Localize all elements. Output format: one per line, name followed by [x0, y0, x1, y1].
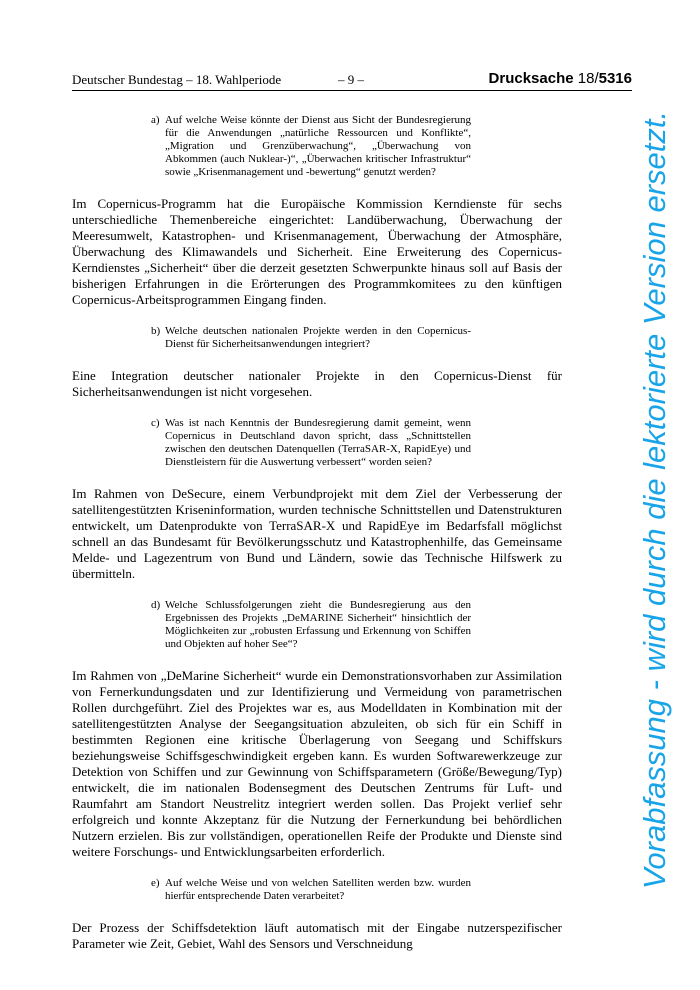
document-number	[489, 70, 632, 87]
question-e	[151, 877, 471, 903]
answer-a: Im Copernicus-Programm hat die Europäische Kommission Kerndienste für sechs unterschiedliche Themenbereiche eingerichtet: Landüberwachung, Überwachung der Meeresumwelt, Katastrophen- und Krisenmanagement, Überwachung der Atmosphäre, Überwachung des Klimawandels und Sicherheit. Eine Erweiterung des Copernicus-Kerndienstes „Sicherheit“ über die derzeit gesetzten Schwerpunkte hinaus soll auf Basis der bisherigen Erfahrungen in die Erörterungen des Programmkomitees zu den künftigen Copernicus-Arbeitsprogrammen Eingang finden.	[72, 196, 562, 307]
answer-d: Im Rahmen von „DeMarine Sicherheit“ wurde ein Demonstrationsvorhaben zur Assimilation von Fernerkundungsdaten und zur Identifizierung und Vermeidung von parametrischen Rollen durchgeführt. Ziel des Projektes war es, aus Modelldaten in Kombination mit der satellitengestützten Analyse der Seegangsituation abzuleiten, ob sich für ein Schiff in bestimmten Regionen eine kritische Überlagerung von Seegang und Schiffskurs beziehungsweise Schiffsgeschwindigkeit ergeben kann. Es wurden Softwarewerkzeuge zur Detektion von Schiffen und zur Gewinnung von Schiffsparametern (Größe/Bewegung/Typ) entwickelt, die im nationalen Bodensegment des Deutschen Zentrums für Luft- und Raumfahrt am Standort Neustrelitz integriert werden sollen. Das Projekt verlief sehr erfolgreich und konnte Akzeptanz für die Nutzung der Fernerkundung bei behördlichen Nutzern erzielen. Bis zur vollständigen, operationellen Reife der Produkte und Dienste sind weitere Forschungs- und Entwicklungsarbeiten erforderlich.	[72, 668, 562, 859]
question-label: b)	[151, 325, 161, 337]
question-text: Auf welche Weise könnte der Dienst aus Sicht der Bundesregierung für die Anwendungen „natürliche Ressourcen und Konflikte“, „Migration und Grenzüberwachung“, „Überwachung von Abkommen (auch Nuklear-)“, „Überwachen kritischer Infrastruktur“ sowie „Krisenmanagement und -bewertung“ genutzt werden?	[165, 114, 471, 178]
header-divider	[72, 90, 632, 91]
question-text: Was ist nach Kenntnis der Bundesregierung damit gemeint, wenn Copernicus in Deutschland davon spricht, dass „Schnittstellen zwischen den deutschen Datenquellen (TerraSAR-X, RapidEye) und Dienstleistern für die Auswertung verbessert“ worden seien?	[165, 417, 471, 468]
document-number-period: 18/	[577, 70, 599, 87]
question-text: Auf welche Weise und von welchen Satelliten werden bzw. wurden hierfür entsprechende Daten verarbeitet?	[165, 877, 471, 902]
question-b	[151, 325, 471, 351]
answer-e: Der Prozess der Schiffsdetektion läuft automatisch mit der Eingabe nutzerspezifischer Parameter wie Zeit, Gebiet, Wahl des Sensors und Verschneidung	[72, 920, 562, 951]
watermark-text: Vorabfassung - wird durch die lektorierte Version ersetzt.	[637, 110, 673, 890]
page-number: – 9 –	[338, 72, 364, 87]
question-label: c)	[151, 417, 160, 429]
question-d	[151, 599, 471, 651]
document-number-prefix: Drucksache	[488, 70, 574, 87]
header-publication: Deutscher Bundestag – 18. Wahlperiode	[72, 72, 282, 87]
question-a	[151, 114, 471, 179]
answer-c: Im Rahmen von DeSecure, einem Verbundprojekt mit dem Ziel der Verbesserung der satellitengestützten Kriseninformation, wurden technische Schnittstellen und Datenstrukturen entwickelt, um Datenprodukte von TerraSAR-X und RapidEye im Bedarfsfall möglichst schnell an das Bundesamt für Bevölkerungsschutz und Katastrophenhilfe, das Gemeinsame Melde- und Lagezentrum von Bund und Ländern, sowie das Technische Hilfswerk zu übermitteln.	[72, 486, 562, 581]
question-text: Welche deutschen nationalen Projekte werden in den Copernicus-Dienst für Sicherheitsanwendungen integriert?	[165, 325, 471, 350]
document-body	[72, 110, 562, 952]
answer-b: Eine Integration deutscher nationaler Projekte in den Copernicus-Dienst für Sicherheitsanwendungen ist nicht vorgesehen.	[72, 368, 562, 399]
question-label: e)	[151, 877, 160, 889]
question-label: d)	[151, 599, 161, 611]
page-header	[72, 70, 632, 90]
document-number-id: 5316	[598, 70, 632, 87]
question-c	[151, 417, 471, 469]
question-label: a)	[151, 114, 160, 126]
question-text: Welche Schlussfolgerungen zieht die Bundesregierung aus den Ergebnissen des Projekts „DeMARINE Sicherheit“ hinsichtlich der Möglichkeiten zur „robusten Erfassung und Erkennung von Schiffen und Objekten auf hoher See“?	[165, 599, 471, 650]
draft-watermark	[620, 90, 690, 910]
